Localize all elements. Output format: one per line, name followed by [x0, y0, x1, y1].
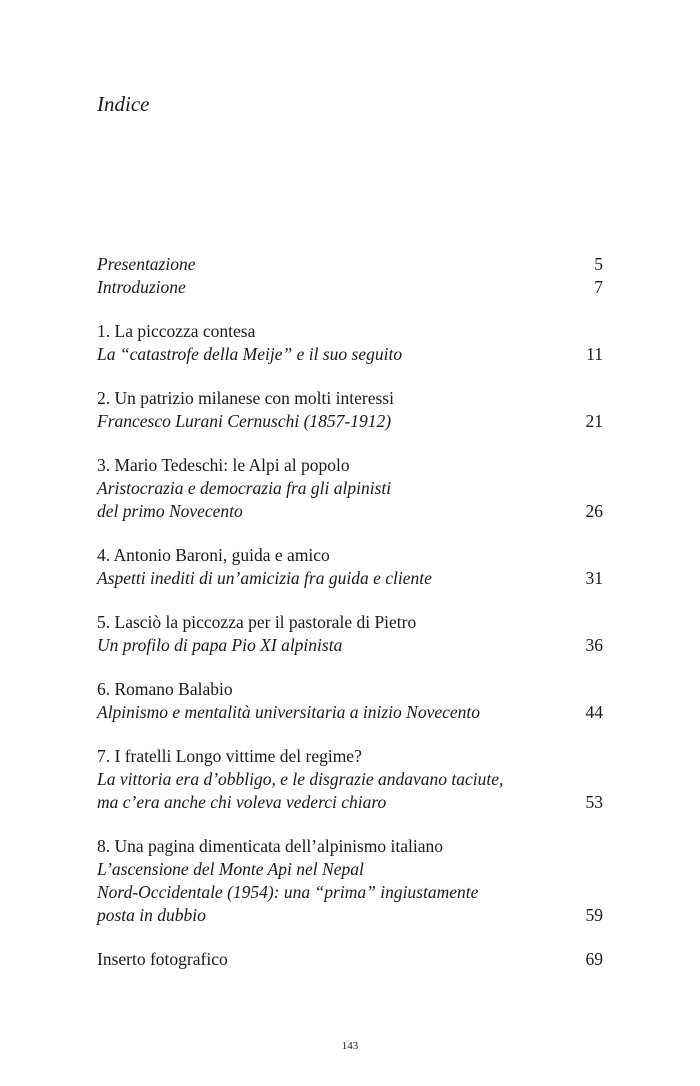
toc-entry-page: 11 — [586, 344, 603, 364]
toc-entry-subtitle: Aristocrazia e democrazia fra gli alpinisti — [97, 478, 392, 498]
toc-entry-chapter-8 — [97, 835, 603, 927]
toc-entry-title: 2. Un patrizio milanese con molti interessi — [97, 388, 394, 408]
toc-entry-page: 26 — [585, 501, 603, 521]
toc-entry-title: 4. Antonio Baroni, guida e amico — [97, 545, 330, 565]
toc-entry-chapter-6 — [97, 678, 603, 724]
toc-entry-subtitle: La “catastrofe della Meije” e il suo seguito — [97, 344, 403, 364]
toc-entry-subtitle: Alpinismo e mentalità universitaria a inizio Novecento — [97, 702, 481, 722]
toc-entry-page: 44 — [585, 702, 603, 722]
toc-entry-inserto — [97, 948, 603, 971]
toc-entry-title: 6. Romano Balabio — [97, 679, 233, 699]
toc-entry-title: 7. I fratelli Longo vittime del regime? — [97, 746, 362, 766]
toc-entry-page: 59 — [585, 905, 603, 925]
toc-entry-page: 36 — [585, 635, 603, 655]
toc-entry-page: 53 — [585, 792, 603, 812]
toc-entry-page: 5 — [594, 254, 603, 274]
toc-entry-chapter-4 — [97, 544, 603, 590]
toc-entry-title: Introduzione — [97, 277, 186, 297]
toc-entry-chapter-3 — [97, 454, 603, 523]
toc-entry-chapter-7 — [97, 745, 603, 814]
toc-entry-subtitle: Aspetti inediti di un’amicizia fra guida e cliente — [97, 568, 432, 588]
toc-entry-subtitle: Francesco Lurani Cernuschi (1857-1912) — [97, 411, 392, 431]
toc-entry-subtitle: L’ascensione del Monte Api nel Nepal — [97, 859, 364, 879]
toc-entry-page: 7 — [594, 277, 603, 297]
toc-entry-chapter-5 — [97, 611, 603, 657]
toc-entry-subtitle: Nord-Occidentale (1954): una “prima” ingiustamente — [97, 882, 479, 902]
toc-entry-title: Presentazione — [97, 254, 196, 274]
page-title: Indice — [97, 92, 150, 116]
page-number: 143 — [341, 1040, 359, 1052]
toc-entry-introduzione — [97, 276, 603, 299]
toc-entry-subtitle: del primo Novecento — [97, 501, 243, 521]
toc-entry-title: 8. Una pagina dimenticata dell’alpinismo italiano — [97, 836, 444, 856]
table-of-contents — [97, 253, 603, 971]
toc-entry-subtitle: La vittoria era d’obbligo, e le disgrazie andavano taciute, — [97, 769, 504, 789]
toc-entry-title: 3. Mario Tedeschi: le Alpi al popolo — [97, 455, 350, 475]
toc-entry-subtitle: posta in dubbio — [97, 905, 206, 925]
toc-entry-subtitle: ma c’era anche chi voleva vederci chiaro — [97, 792, 387, 812]
toc-entry-chapter-1 — [97, 320, 603, 366]
toc-entry-page: 31 — [585, 568, 603, 588]
toc-entry-presentazione — [97, 253, 603, 276]
toc-entry-page: 69 — [585, 949, 603, 969]
toc-entry-title: Inserto fotografico — [97, 949, 228, 969]
toc-entry-chapter-2 — [97, 387, 603, 433]
toc-entry-page: 21 — [585, 411, 603, 431]
toc-entry-subtitle: Un profilo di papa Pio XI alpinista — [97, 635, 343, 655]
toc-entry-title: 5. Lasciò la piccozza per il pastorale di Pietro — [97, 612, 417, 632]
toc-entry-title: 1. La piccozza contesa — [97, 321, 256, 341]
